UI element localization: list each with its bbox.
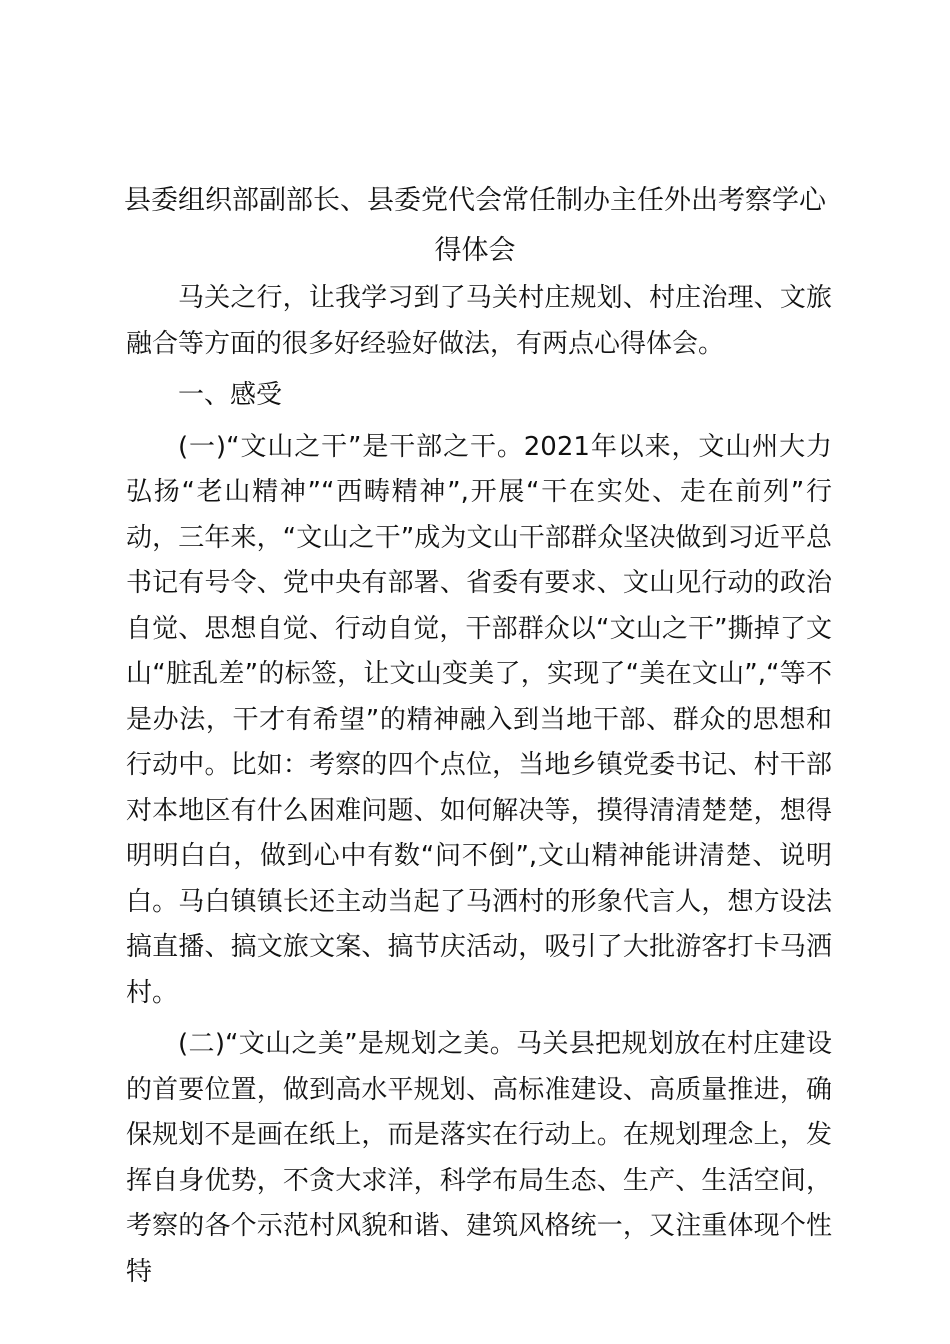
document-body (126, 276, 832, 1295)
document-title: 县委组织部副部长、县委党代会常任制办主任外出考察学心得体会 (124, 185, 826, 266)
paragraph-wenshan-gan: (一)“文山之干”是干部之干。2021年以来，文山州大力弘扬“老山精神”“西畴精神”,开展“干在实处、走在前列”行动，三年来，“文山之干”成为文山干部群众坚决做到习近平总书记有号令、党中央有部署、省委有要求、文山见行动的政治自觉、思想自觉、行动自觉，干部群众以“文山之干”撕掉了文山“脏乱差”的标签，让文山变美了，实现了“美在文山”,“等不是办法，干才有希望”的精神融入到当地干部、群众的思想和行动中。比如：考察的四个点位，当地乡镇党委书记、村干部对本地区有什么困难问题、如何解决等，摸得清清楚楚，想得明明白白，做到心中有数“问不倒”,文山精神能讲清楚、说明白。马白镇镇长还主动当起了马洒村的形象代言人，想方设法搞直播、搞文旅文案、搞节庆活动，吸引了大批游客打卡马洒村。 (126, 431, 832, 1008)
intro-paragraph: 马关之行，让我学习到了马关村庄规划、村庄治理、文旅融合等方面的很多好经验好做法，有两点心得体会。 (126, 283, 832, 359)
paragraph-wenshan-mei: (二)“文山之美”是规划之美。马关县把规划放在村庄建设的首要位置，做到高水平规划、高标准建设、高质量推进，确保规划不是画在纸上，而是落实在行动上。在规划理念上，发挥自身优势，不贪大求洋，科学布局生态、生产、生活空间，考察的各个示范村风貌和谐、建筑风格统一，又注重体现个性特 (126, 1029, 832, 1287)
section-heading: 一、感受 (178, 380, 283, 410)
